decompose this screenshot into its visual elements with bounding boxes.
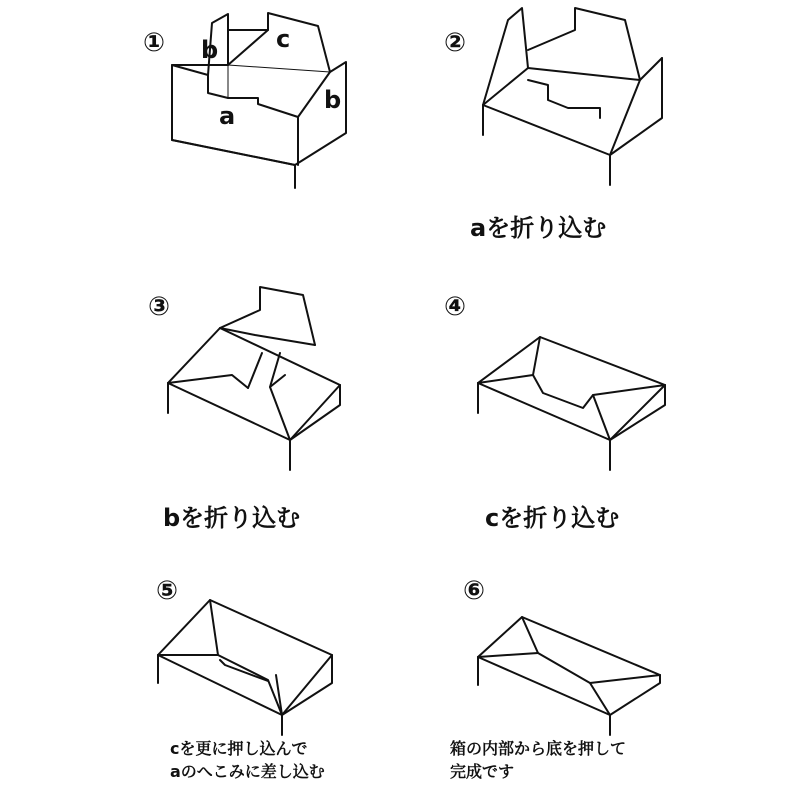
step-5-number: ⑤ — [156, 576, 179, 606]
step-4-number: ④ — [444, 292, 467, 322]
step-3-caption: bを折り込む — [163, 504, 301, 532]
flap-label-b-right: b — [324, 86, 342, 114]
step-6-caption-line-1: 箱の内部から底を押して — [450, 739, 627, 758]
step-5-caption-line-2: aのへこみに差し込む — [170, 762, 325, 781]
step-6-number: ⑥ — [463, 576, 486, 606]
step-1-panel — [0, 0, 400, 265]
step-5-diagram — [0, 535, 400, 735]
step-4-caption: cを折り込む — [485, 504, 620, 532]
step-4-panel — [400, 265, 800, 530]
flap-label-c: c — [276, 25, 291, 53]
step-6-panel — [400, 535, 800, 800]
step-6-caption-line-2: 完成です — [450, 762, 515, 781]
step-1-number: ① — [143, 28, 166, 58]
step-4-diagram — [400, 265, 800, 475]
step-2-panel — [400, 0, 800, 265]
step-5-caption-line-1: cを更に押し込んで — [170, 739, 308, 758]
step-3-panel — [0, 265, 400, 530]
step-5-panel — [0, 535, 400, 800]
step-2-diagram — [400, 0, 800, 200]
step-3-diagram — [0, 265, 400, 475]
flap-label-a: a — [219, 102, 236, 130]
step-6-diagram — [400, 535, 800, 735]
step-2-caption: aを折り込む — [470, 214, 607, 242]
step-2-number: ② — [444, 28, 467, 58]
flap-label-b-left: b — [201, 36, 219, 64]
step-3-number: ③ — [148, 292, 171, 322]
